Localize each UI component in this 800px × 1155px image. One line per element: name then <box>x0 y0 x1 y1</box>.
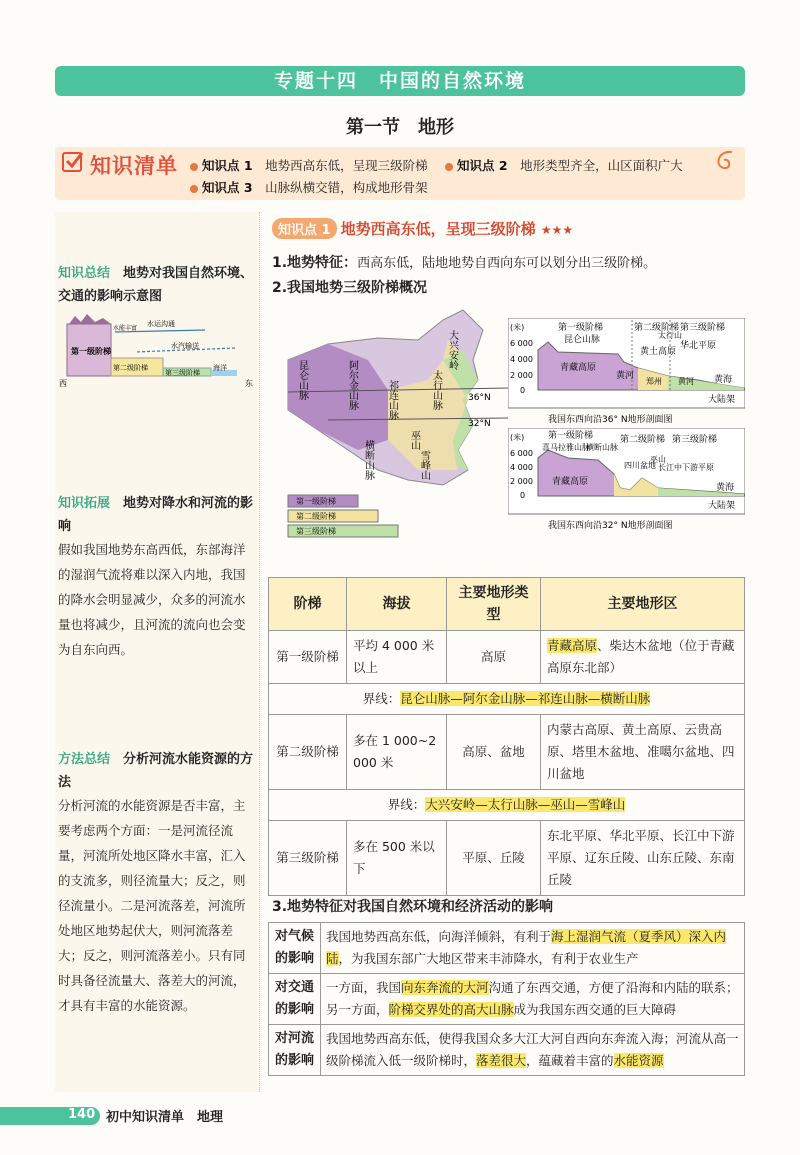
overview-title: 2.我国地势三级阶梯概况 <box>272 280 428 296</box>
swirl-icon <box>708 148 738 178</box>
table-cell: 高原、盆地 <box>447 715 541 790</box>
summary1-tag: 知识总结 <box>58 266 111 281</box>
table-row <box>269 974 745 1025</box>
table-row <box>269 923 745 974</box>
knowledge-point-3 <box>190 178 428 196</box>
method-title: 分析河流水能资源的方法 <box>58 752 254 790</box>
impact-title: 3.地势特征对我国自然环境和经济活动的影响 <box>272 899 554 915</box>
expand-heading <box>58 492 254 538</box>
kp-label: 知识点 2 <box>457 158 508 173</box>
map-label-xuefeng: 雪峰山 <box>418 450 430 480</box>
bullet-icon <box>190 185 198 193</box>
table-cell: 多在 500 米以下 <box>347 821 447 896</box>
kp-label: 知识点 3 <box>202 180 253 195</box>
map-label-taihang: 太行山脉 <box>430 370 442 410</box>
section-title: 第一节 地形 <box>346 117 454 138</box>
profile32-label: 喜马拉雅山脉 <box>542 443 590 452</box>
star-icon: ★★★ <box>540 223 574 237</box>
impact-text: ，蕴藏着丰富的 <box>526 1053 614 1068</box>
profile32-label: 黄海 <box>716 483 735 493</box>
highlight-text: 水能资源 <box>613 1053 664 1068</box>
steps-table <box>268 577 745 896</box>
page-number: 140 <box>68 1107 96 1122</box>
profile36-shelf: 大陆架 <box>708 395 736 405</box>
lat36-label: 36°N <box>468 393 491 403</box>
table-header-row <box>269 578 745 631</box>
profile36-label: 黄河 <box>616 371 635 381</box>
profile32-tick: 6 000 <box>510 449 533 458</box>
impact-label: 对交通的影响 <box>269 974 321 1025</box>
profile36-label: 第一级阶梯 <box>558 323 604 333</box>
table-cell: 内蒙古高原、黄土高原、云贵高原、塔里木盆地、准噶尔盆地、四川盆地 <box>541 715 745 790</box>
summary1-title: 地势对我国自然环境、交通的影响示意图 <box>58 266 254 304</box>
legend-label-1: 第一级阶梯 <box>296 497 336 506</box>
impact-text: 成为我国东西交通的巨大障碍 <box>513 1002 677 1017</box>
kp-text: 地形类型齐全，山区面积广大 <box>520 158 683 173</box>
profile36-label: 郑州 <box>646 377 662 386</box>
boundary-cell <box>269 790 745 821</box>
table-row <box>269 631 745 684</box>
checkbox-icon <box>62 152 82 172</box>
profile32-label: 巫山 <box>650 455 666 464</box>
table-cell: 第二级阶梯 <box>269 715 347 790</box>
profile36-tick: 0 <box>520 386 526 395</box>
profile36-label: 第二级阶梯 <box>634 323 680 333</box>
profile32-tick: 2 000 <box>510 477 533 486</box>
profile36-tick: 6 000 <box>510 339 533 348</box>
legend-label-2: 第二级阶梯 <box>296 512 336 521</box>
table-cell: 多在 1 000~2 000 米 <box>347 715 447 790</box>
map-label-kunlun: 昆仑山脉 <box>296 360 308 400</box>
highlight-text: 落差很大 <box>476 1053 527 1068</box>
kp-text: 地势西高东低，呈现三级阶梯 <box>265 158 428 173</box>
feature-text: 西高东低，陆地地势自西向东可以划分出三级阶梯。 <box>357 256 657 271</box>
profile32-label: 第二级阶梯 <box>620 435 666 445</box>
profile32-label: 横断山脉 <box>586 443 618 452</box>
impact-cell <box>321 923 745 974</box>
impact-label: 对河流的影响 <box>269 1025 321 1076</box>
profile32-label: 青藏高原 <box>552 477 589 487</box>
diagram-ladder1-label: 第一级阶梯 <box>71 347 111 356</box>
boundary-text: 昆仑山脉—阿尔金山脉—祁连山脉—横断山脉 <box>400 691 651 706</box>
profile36-tick: 4 000 <box>510 355 533 364</box>
expand-title: 地势对降水和河流的影响 <box>58 496 254 534</box>
impact-table <box>268 922 745 1076</box>
expand-tag: 知识拓展 <box>58 496 111 511</box>
table-cell: 高原 <box>447 631 541 684</box>
diagram-water-label: 水能丰富 <box>113 325 138 332</box>
diagram-ladder3-label: 第三级阶梯 <box>165 369 200 377</box>
table-row <box>269 821 745 896</box>
kp1-title: 地势西高东低，呈现三级阶梯 <box>340 220 536 238</box>
profile-36n-chart <box>508 318 745 426</box>
highlight-text: 阶梯交界处的高大山脉 <box>388 1002 514 1017</box>
table-cell <box>541 631 745 684</box>
profile36-caption: 我国东西向沿36° N地形剖面图 <box>548 415 673 425</box>
impact-label: 对气候的影响 <box>269 923 321 974</box>
method-heading <box>58 748 254 794</box>
profile32-tick: 0 <box>520 491 526 500</box>
terrain-feature <box>272 252 656 272</box>
impact-cell <box>321 974 745 1025</box>
table-cell: 东北平原、华北平原、长江中下游平原、辽东丘陵、山东丘陵、东南丘陵 <box>541 821 745 896</box>
kp1-heading <box>272 218 573 239</box>
boundary-row <box>269 684 745 715</box>
bullet-icon <box>445 163 453 171</box>
profile32-label: 第三级阶梯 <box>672 435 718 445</box>
terrain-impact-diagram <box>55 312 260 392</box>
legend-label-3: 第三级阶梯 <box>296 527 336 536</box>
profile32-caption: 我国东西向沿32° N地形剖面图 <box>548 521 673 531</box>
profile36-tick: 2 000 <box>510 371 533 380</box>
table-cell: 第一级阶梯 <box>269 631 347 684</box>
knowledge-point-2 <box>445 156 683 174</box>
highlight-text: 海上湿润气流（夏季风）深入内陆 <box>326 929 727 966</box>
highlight-text: 青藏高原 <box>547 638 598 653</box>
diagram-west-label: 西 <box>59 379 67 388</box>
map-label-qilian: 祁连山脉 <box>386 380 398 420</box>
table-row <box>269 1025 745 1076</box>
profile36-label: 黄河 <box>678 377 694 386</box>
table-header: 海拔 <box>347 578 447 631</box>
profile36-label: 第三级阶梯 <box>680 323 726 333</box>
diagram-vapor-label: 水汽输送 <box>171 342 199 350</box>
table-header: 主要地形区 <box>541 578 745 631</box>
kp-label: 知识点 1 <box>202 158 253 173</box>
impact-text: 一方面，我国 <box>326 980 402 995</box>
profile32-label: 长江中下游平原 <box>658 463 714 472</box>
profile36-label: 黄土高原 <box>640 347 677 357</box>
table-cell: 平均 4 000 米以上 <box>347 631 447 684</box>
profile-32n-chart <box>508 428 745 532</box>
table-row <box>269 715 745 790</box>
expand-body: 假如我国地势东高西低，东部海洋的湿润气流将难以深入内地，我国的降水会明显减少，众多的河流水量也将减少，且河流的流向也会变为自东向西。 <box>58 542 246 657</box>
diagram-ocean-label: 海洋 <box>213 364 227 372</box>
mountain-shape <box>69 314 111 324</box>
table-cell: 第三级阶梯 <box>269 821 347 896</box>
impact-text: ，为我国东部广大地区带来丰沛降水，有利于农业生产 <box>338 951 639 966</box>
boundary-row <box>269 790 745 821</box>
summary1-heading <box>58 262 254 308</box>
profile36-label: 昆仑山脉 <box>564 335 601 345</box>
map-label-altun: 阿尔金山脉 <box>346 360 358 410</box>
profile36-label: 华北平原 <box>680 341 717 351</box>
feature-label: 1.地势特征： <box>272 255 358 271</box>
book-title: 初中知识清单 地理 <box>106 1110 224 1125</box>
method-tag: 方法总结 <box>58 752 111 767</box>
profile32-tick: 4 000 <box>510 463 533 472</box>
boundary-label: 界线： <box>362 691 401 706</box>
boundary-text: 大兴安岭—太行山脉—巫山—雪峰山 <box>425 797 626 812</box>
profile32-unit: (米) <box>510 433 525 442</box>
highlight-text: 向东奔流的大河 <box>401 980 489 995</box>
diagram-east-label: 东 <box>245 379 253 388</box>
profile32-label: 四川盆地 <box>624 461 656 470</box>
impact-text: 我国地势西高东低，向海洋倾斜，有利于 <box>326 929 552 944</box>
profile36-unit: (米) <box>510 323 525 332</box>
profile36-label: 青藏高原 <box>560 363 597 373</box>
impact-cell <box>321 1025 745 1076</box>
method-body: 分析河流的水能资源是否丰富，主要考虑两个方面：一是河流径流量，河流所处地区降水丰富，汇入的支流多，则径流量大；反之，则径流量小。二是河流落差，河流所处地区地势起伏大，则河流落差大；反之，则河流落差小。只有同时具备径流量大、落差大的河流，才具有丰富的水能资源。 <box>58 798 246 1013</box>
boundary-label: 界线： <box>387 797 426 812</box>
table-cell: 平原、丘陵 <box>447 821 541 896</box>
map-label-wushan: 巫山 <box>408 430 420 450</box>
table-header: 主要地形类型 <box>447 578 541 631</box>
lat32-label: 32°N <box>468 419 491 429</box>
chapter-banner: 专题十四 中国的自然环境 <box>55 66 745 96</box>
profile32-shelf: 大陆架 <box>708 501 736 511</box>
china-terrain-map <box>268 300 508 540</box>
map-label-daxinganling: 大兴安岭 <box>446 330 458 370</box>
boundary-cell <box>269 684 745 715</box>
region-text: 、柴达木盆地（位于青藏高原东北部） <box>547 638 735 675</box>
knowledge-point-1 <box>190 156 428 174</box>
profile32-label: 第一级阶梯 <box>548 431 594 441</box>
map-label-hengduan: 横断山脉 <box>362 440 374 480</box>
profile36-label: 太行山 <box>658 331 682 340</box>
bullet-icon <box>190 163 198 171</box>
kp-text: 山脉纵横交错，构成地形骨架 <box>265 180 428 195</box>
kp1-badge: 知识点 1 <box>272 218 337 239</box>
impact-text: 沟通了东西交通，方便了沿海和内陆的联系；另一方面， <box>326 980 739 1017</box>
diagram-ladder2-label: 第二级阶梯 <box>113 364 148 372</box>
impact-text: 我国地势西高东低，使得我国众多大江大河自西向东奔流入海；河流从高一级阶梯流入低一级阶梯时， <box>326 1031 739 1068</box>
diagram-shipping-label: 水运沟通 <box>147 320 175 328</box>
table-header: 阶梯 <box>269 578 347 631</box>
knowledge-list-title: 知识清单 <box>90 154 178 178</box>
profile36-label: 黄海 <box>714 375 733 385</box>
